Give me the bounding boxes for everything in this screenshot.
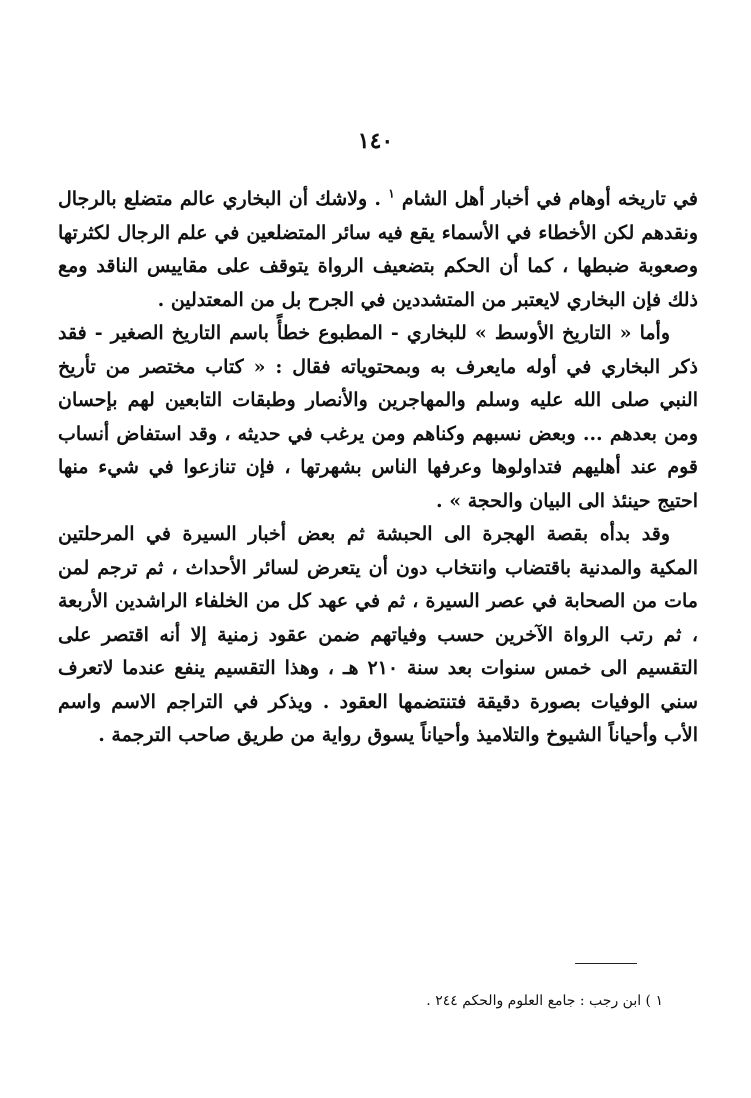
paragraph-1-before-ref: في تاريخه أوهام في أخبار أهل الشام	[401, 188, 698, 210]
main-text	[58, 183, 698, 753]
paragraph-1-after-ref: . ولاشك أن البخاري عالم متضلع بالرجال ونقدهم لكن الأخطاء في الأسماء يقع فيه سائر المتضلعين في علم الرجال لكثرتها وصعوبة ضبطها ، كما أن الحكم بتضعيف الرواة يتوقف على مقاييس الناقد ومع ذلك فإن البخاري لايعتبر من المتشددين في الجرح بل من المعتدلين .	[58, 188, 698, 311]
footnote-reference: ١	[388, 186, 395, 201]
footnote-1: ١ ) ابن رجب : جامع العلوم والحكم ٢٤٤ .	[426, 993, 663, 1009]
footnote-separator	[575, 963, 637, 964]
paragraph-3: وقد بدأه بقصة الهجرة الى الحبشة ثم بعض أخبار السيرة في المرحلتين المكية والمدنية باقتضاب وانتخاب دون أن يتعرض لسائر الأحداث ، ثم ترجم لمن مات من الصحابة في عصر السيرة ، ثم في عهد كل من الخلفاء الراشدين الأربعة ، ثم رتب الرواة الآخرين حسب وفياتهم ضمن عقود زمنية إلا أنه اقتصر على التقسيم الى خمس سنوات بعد سنة ٢١٠ هـ ، وهذا التقسيم ينفع عندما لاتعرف سني الوفيات بصورة دقيقة فتنتضمها العقود . ويذكر في التراجم الاسم واسم الأب وأحياناً الشيوخ والتلاميذ وأحياناً يسوق رواية من طريق صاحب الترجمة .	[58, 523, 698, 746]
paragraph-2: وأما « التاريخ الأوسط » للبخاري - المطبوع خطأً باسم التاريخ الصغير - فقد ذكر البخاري في أوله مايعرف به وبمحتوياته فقال : « كتاب مختصر من تأريخ النبي صلى الله عليه وسلم والمهاجرين والأنصار وطبقات التابعين لهم بإحسان ومن بعدهم ... وبعض نسبهم وكناهم ومن يرغب في حديثه ، وقد استفاض أنساب قوم عند أهليهم فتداولوها وعرفها الناس بشهرتها ، فإن تنازعوا في شيء منها احتيج حينئذ الى البيان والحجة » .	[58, 322, 698, 512]
paragraph-1	[58, 183, 698, 317]
page-number: ١٤٠	[357, 128, 394, 154]
